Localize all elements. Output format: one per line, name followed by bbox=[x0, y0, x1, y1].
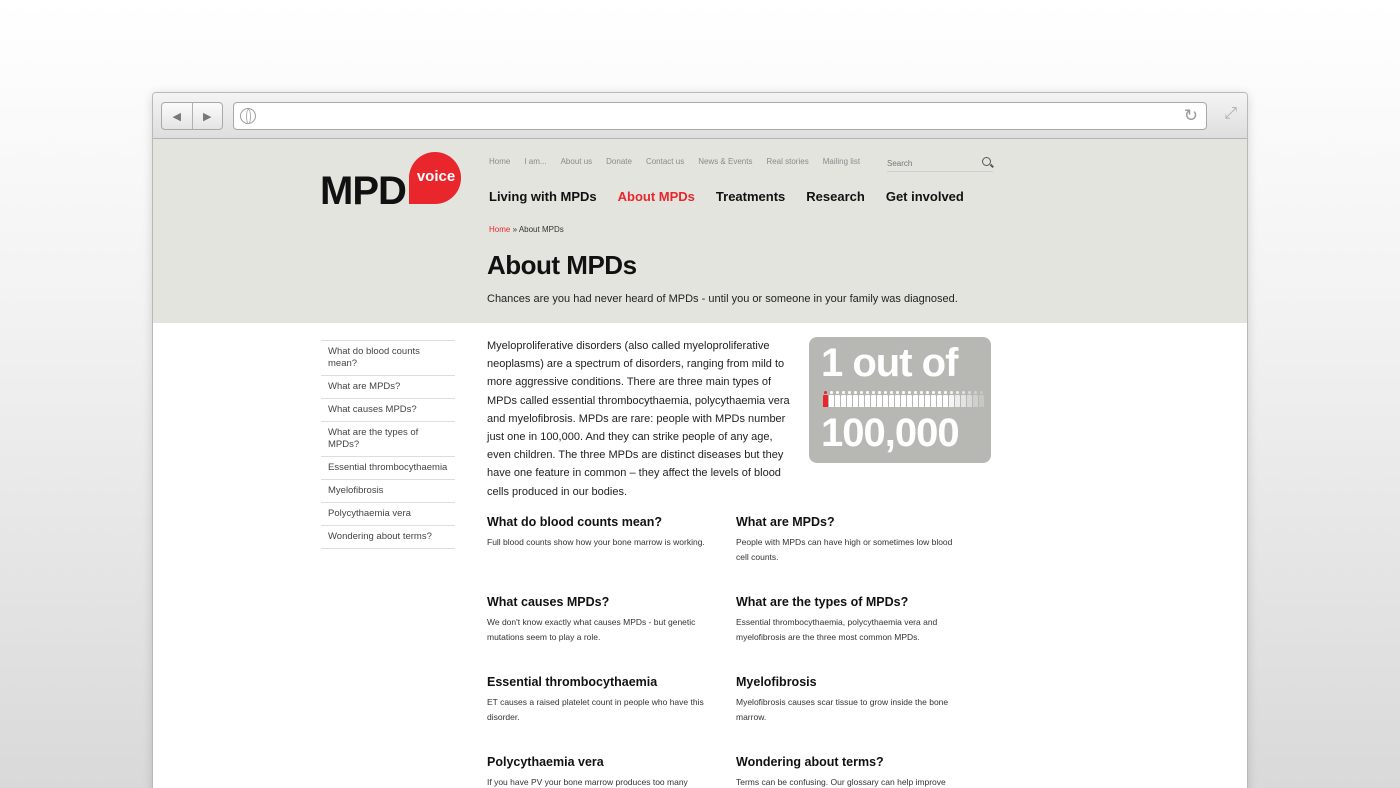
person-icon bbox=[943, 391, 948, 407]
sidenav-item[interactable]: What causes MPDs? bbox=[321, 399, 455, 422]
util-link-contact-us[interactable]: Contact us bbox=[645, 157, 685, 166]
person-icon bbox=[907, 391, 912, 407]
card-title[interactable]: Essential thrombocythaemia bbox=[487, 675, 658, 689]
stat-top-text: 1 out of bbox=[821, 341, 958, 385]
sidenav-item[interactable]: Wondering about terms? bbox=[321, 526, 455, 549]
browser-window bbox=[152, 92, 1248, 788]
breadcrumb-home[interactable]: Home bbox=[489, 225, 511, 234]
card-blood-counts[interactable] bbox=[487, 515, 717, 550]
person-icon bbox=[829, 391, 834, 407]
util-link-i-am[interactable]: I am... bbox=[524, 157, 547, 166]
util-link-news-events[interactable]: News & Events bbox=[698, 157, 753, 166]
person-icon bbox=[973, 391, 978, 407]
sidenav-item[interactable]: Essential thrombocythaemia bbox=[321, 457, 455, 480]
util-link-mailing-list[interactable]: Mailing list bbox=[822, 157, 861, 166]
breadcrumb-separator: » bbox=[512, 225, 518, 234]
person-icon bbox=[877, 391, 882, 407]
intro-paragraph: Myeloproliferative disorders (also called myeloproliferative neoplasms) are a spectrum of disorders, ranging from mild to more aggressive conditions. There are three main types of MPDs called essential thrombocythaemia, polycythaemia vera and myelofibrosis. MPDs are rare: people with MPDs number just one in 100,000. And they can strike people of any age, even children. The three MPDs are distinct diseases but they have one feature in common – they affect the levels of blood cells produced in our bodies. bbox=[487, 340, 790, 498]
card-text: ET causes a raised platelet count in people who have this disorder. bbox=[487, 697, 704, 722]
person-icon bbox=[841, 391, 846, 407]
history-buttons bbox=[161, 102, 223, 130]
page-title: About MPDs bbox=[487, 250, 637, 280]
card-title[interactable]: What causes MPDs? bbox=[487, 595, 610, 609]
nav-get-involved[interactable]: Get involved bbox=[885, 189, 964, 204]
person-icon bbox=[883, 391, 888, 407]
breadcrumb bbox=[489, 225, 564, 234]
person-icon bbox=[937, 391, 942, 407]
card-myelofibrosis[interactable] bbox=[736, 675, 966, 725]
person-icon bbox=[931, 391, 936, 407]
highlighted-person-icon bbox=[823, 391, 828, 407]
card-text: Essential thrombocythaemia, polycythaemia vera and myelofibrosis are the three most common MPDs. bbox=[736, 617, 938, 642]
main-nav bbox=[489, 189, 964, 204]
card-what-are-mpds[interactable] bbox=[736, 515, 966, 565]
search-icon[interactable] bbox=[982, 157, 991, 166]
people-row bbox=[823, 391, 984, 407]
sidenav-item[interactable]: Myelofibrosis bbox=[321, 480, 455, 503]
person-icon bbox=[949, 391, 954, 407]
card-text: People with MPDs can have high or sometimes low blood cell counts. bbox=[736, 537, 953, 562]
card-what-causes-mpds[interactable] bbox=[487, 595, 717, 645]
person-icon bbox=[859, 391, 864, 407]
card-text: If you have PV your bone marrow produces too many bbox=[487, 777, 688, 787]
person-icon bbox=[925, 391, 930, 407]
address-bar[interactable] bbox=[233, 102, 1207, 130]
stat-bottom-text: 100,000 bbox=[821, 411, 959, 455]
nav-about-mpds[interactable]: About MPDs bbox=[617, 189, 695, 204]
util-link-home[interactable]: Home bbox=[489, 157, 511, 166]
mpd-voice-logo[interactable] bbox=[320, 152, 465, 213]
person-icon bbox=[871, 391, 876, 407]
person-icon bbox=[919, 391, 924, 407]
person-icon bbox=[913, 391, 918, 407]
card-text: We don't know exactly what causes MPDs - but genetic mutations seem to play a role. bbox=[487, 617, 696, 642]
sidenav-item[interactable]: What are MPDs? bbox=[321, 376, 455, 399]
nav-treatments[interactable]: Treatments bbox=[715, 189, 786, 204]
main-content bbox=[153, 323, 1247, 788]
person-icon bbox=[847, 391, 852, 407]
card-types-of-mpds[interactable] bbox=[736, 595, 966, 645]
person-icon bbox=[979, 391, 984, 407]
statistic-graphic bbox=[809, 337, 991, 463]
person-icon bbox=[967, 391, 972, 407]
reload-icon[interactable]: ↻ bbox=[1183, 106, 1198, 125]
nav-living-with-mpds[interactable]: Living with MPDs bbox=[489, 189, 597, 204]
logo-badge: voice bbox=[416, 168, 456, 185]
breadcrumb-current: About MPDs bbox=[518, 225, 564, 234]
globe-icon bbox=[240, 108, 256, 124]
section-sidenav bbox=[321, 340, 455, 549]
fullscreen-icon[interactable]: ⤢ bbox=[1224, 105, 1237, 122]
search-box bbox=[887, 153, 993, 172]
card-text: Full blood counts show how your bone marrow is working. bbox=[487, 537, 705, 547]
card-title[interactable]: What are the types of MPDs? bbox=[736, 595, 909, 609]
person-icon bbox=[889, 391, 894, 407]
search-input[interactable] bbox=[887, 159, 977, 168]
card-title[interactable]: Polycythaemia vera bbox=[487, 755, 604, 769]
card-text: Terms can be confusing. Our glossary can help improve bbox=[736, 777, 946, 787]
sidenav-item[interactable]: Polycythaemia vera bbox=[321, 503, 455, 526]
utility-nav bbox=[489, 157, 860, 166]
person-icon bbox=[865, 391, 870, 407]
card-title[interactable]: Myelofibrosis bbox=[736, 675, 817, 689]
site-header bbox=[153, 139, 1247, 323]
card-title[interactable]: What do blood counts mean? bbox=[487, 515, 662, 529]
card-title[interactable]: Wondering about terms? bbox=[736, 755, 884, 769]
card-essential-thrombocythaemia[interactable] bbox=[487, 675, 717, 725]
person-icon bbox=[835, 391, 840, 407]
browser-toolbar bbox=[153, 93, 1247, 139]
person-icon bbox=[853, 391, 858, 407]
card-polycythaemia-vera[interactable] bbox=[487, 755, 717, 788]
logo-text: MPD bbox=[320, 169, 406, 213]
sidenav-item[interactable]: What do blood counts mean? bbox=[321, 341, 455, 376]
card-text: Myelofibrosis causes scar tissue to grow inside the bone marrow. bbox=[736, 697, 949, 722]
page-lead: Chances are you had never heard of MPDs - until you or someone in your family was diagnosed. bbox=[487, 293, 958, 305]
person-icon bbox=[895, 391, 900, 407]
person-icon bbox=[955, 391, 960, 407]
card-title[interactable]: What are MPDs? bbox=[736, 515, 835, 529]
nav-research[interactable]: Research bbox=[806, 189, 865, 204]
util-link-about-us[interactable]: About us bbox=[560, 157, 593, 166]
person-icon bbox=[961, 391, 966, 407]
forward-icon[interactable]: ▶ bbox=[203, 110, 212, 123]
card-wondering-about-terms[interactable] bbox=[736, 755, 966, 788]
util-link-real-stories[interactable]: Real stories bbox=[766, 157, 809, 166]
back-icon[interactable]: ◀ bbox=[162, 103, 193, 129]
util-link-donate[interactable]: Donate bbox=[606, 157, 632, 166]
sidenav-item[interactable]: What are the types of MPDs? bbox=[321, 422, 455, 457]
person-icon bbox=[901, 391, 906, 407]
